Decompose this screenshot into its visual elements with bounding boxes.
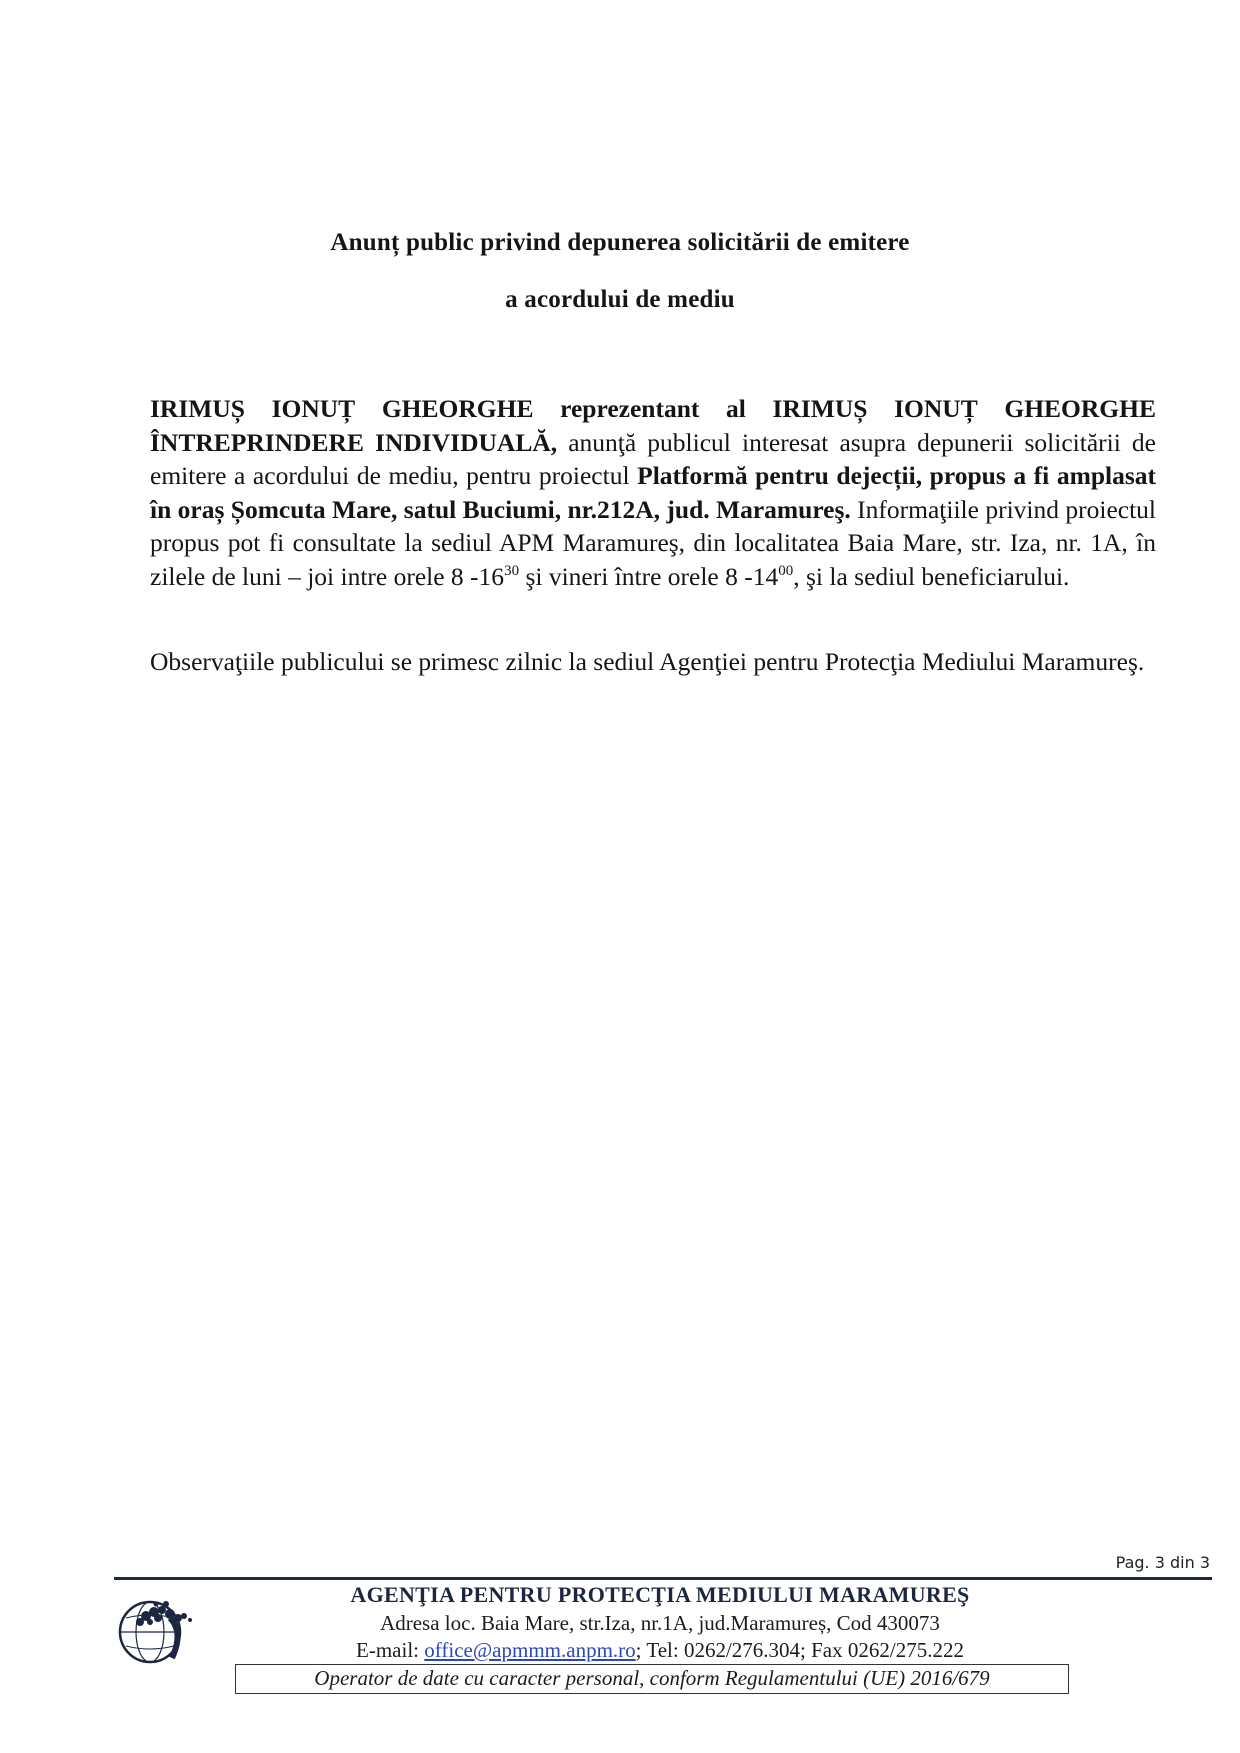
paragraph-text: , şi la sediul beneficiarului. [793, 561, 1070, 591]
agency-address: Adresa loc. Baia Mare, str.Iza, nr.1A, jud.Maramureș, Cod 430073 [380, 1611, 940, 1635]
project-name: Platformă pentru dejecții, propus a fi amplasat în oraș Șomcuta Mare, satul Buciumi, nr.212A, jud. Maramureş. [150, 461, 1156, 524]
observations-text: Observaţiile publicului se primesc zilnic la sediul Agenţiei pentru Protecţia Mediului Maramureş. [150, 647, 1145, 676]
announcement-paragraph [150, 392, 1156, 594]
superscript: 30 [504, 562, 520, 579]
paragraph-text: anunţă publicul interesat asupra depunerii solicitării de emitere a acordului de mediu, pentru proiectul [150, 427, 1156, 491]
superscript: 00 [778, 562, 794, 579]
globe-tree-logo-icon [112, 1588, 202, 1668]
paragraph-text: şi vineri între orele 8 -14 [519, 561, 779, 591]
announcement-title: Anunț public privind depunerea solicitării de emitere [330, 229, 910, 256]
agency-contact [210, 1638, 1110, 1663]
email-link[interactable]: office@apmmm.anpm.ro [424, 1638, 636, 1662]
agency-name: AGENŢIA PENTRU PROTECŢIA MEDIULUI MARAMUREŞ [350, 1582, 970, 1607]
phone-fax: ; Tel: 0262/276.304; Fax 0262/275.222 [635, 1638, 964, 1662]
paragraph-text: Informaţiile privind proiectul propus pot fi consultate la sediul APM Maramureş, din localitatea Baia Mare, str. Iza, nr. 1A, în zilele de luni – joi intre orele 8 -16 [150, 494, 1156, 591]
page-number: Pag. 3 din 3 [1115, 1553, 1210, 1572]
applicant-name: IRIMUȘ IONUȚ GHEORGHE reprezentant al IRIMUȘ IONUȚ GHEORGHE ÎNTREPRINDERE INDIVIDUALĂ, [150, 394, 1156, 457]
footer-divider [114, 1577, 1212, 1580]
observations-paragraph [150, 645, 1156, 679]
announcement-subtitle: a acordului de mediu [505, 286, 735, 313]
gdpr-notice: Operator de date cu caracter personal, conform Regulamentului (UE) 2016/679 [235, 1664, 1069, 1694]
email-label: E-mail: [356, 1638, 425, 1662]
